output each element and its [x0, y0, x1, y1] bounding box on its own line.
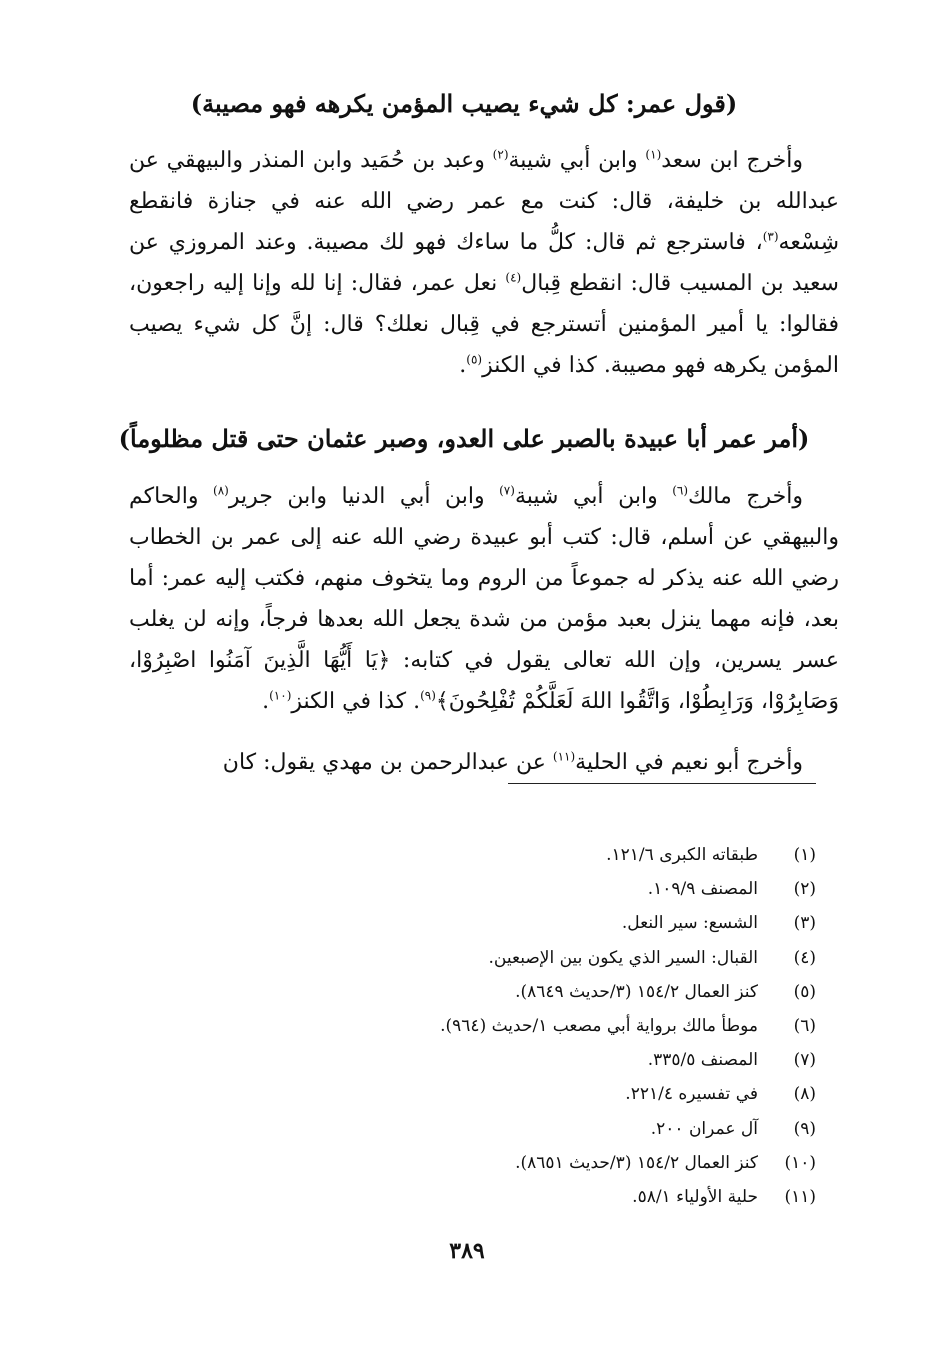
- footnote-divider: [508, 783, 816, 784]
- paragraph-text: وعبد بن حُمَيد وابن المنذر والبيهقي عن عبدالله بن خليفة، قال: كنت مع عمر رضي الله عنه في جنازة فانقطع شِسْعه: [129, 148, 839, 255]
- footnote-number: (٨): [793, 1084, 816, 1105]
- footnote-number: (١١): [784, 1187, 816, 1208]
- section-heading-1: (قول عمر: كل شيء يصيب المؤمن يكرهه فهو مصيبة): [190, 89, 738, 118]
- footnote-text: القبال: السير الذي يكون بين الإصبعين.: [488, 947, 758, 968]
- paragraph-text: .: [262, 689, 270, 714]
- paragraph-2: [129, 476, 839, 722]
- footnotes-list: [336, 838, 816, 1214]
- footnote-number: (٤): [793, 947, 816, 968]
- footnote-marker[interactable]: (٨): [213, 483, 229, 498]
- footnote-item: [336, 1043, 816, 1077]
- paragraph-text: نعل عمر، فقال: إنا لله وإنا إليه راجعون، فقالوا: يا أمير المؤمنين أتسترجع في قِبال نعلك؟ قال: إنَّ كل شيء يصيب المؤمن يكرهه فهو مصيبة. كذا في الكنز: [129, 271, 839, 378]
- paragraph-text: ، فاسترجع ثم قال: كلُّ ما ساءك فهو لك مصيبة. وعند المروزي عن سعيد بن المسيب قال: انقطع قِبال: [129, 230, 839, 296]
- footnote-item: [336, 906, 816, 940]
- footnote-item: [336, 1180, 816, 1214]
- footnote-number: (٣): [793, 913, 816, 934]
- footnote-marker[interactable]: (٣): [762, 229, 779, 244]
- footnote-number: (٩): [793, 1118, 816, 1139]
- paragraph-text: وابن أبي شيبة: [514, 484, 673, 509]
- footnote-item: [336, 1009, 816, 1043]
- footnote-marker[interactable]: (٧): [499, 483, 515, 498]
- footnote-marker[interactable]: (٩): [420, 688, 436, 703]
- paragraph-text: .: [459, 353, 467, 378]
- footnote-marker[interactable]: (٢): [492, 147, 509, 162]
- footnote-text: كنز العمال ١٥٤/٢ (٣/حديث ٨٦٥١).: [515, 1152, 758, 1173]
- footnote-marker[interactable]: (٥): [466, 352, 483, 367]
- footnote-number: (٦): [793, 1016, 816, 1037]
- footnote-number: (٢): [793, 879, 816, 900]
- footnote-item: [336, 941, 816, 975]
- paragraph-text: . كذا في الكنز: [291, 689, 421, 714]
- footnote-item: [336, 1112, 816, 1146]
- footnote-text: الشسع: سير النعل.: [621, 913, 758, 934]
- section-heading-2: (أمر عمر أبا عبيدة بالصبر على العدو، وصبر عثمان حتى قتل مظلوماً): [118, 424, 810, 453]
- footnote-text: طبقاته الكبرى ١٢١/٦.: [606, 845, 758, 865]
- footnote-number: (٧): [793, 1050, 816, 1071]
- footnote-number: (١): [793, 845, 816, 865]
- footnote-marker[interactable]: (١٠): [269, 688, 292, 703]
- footnote-text: حلية الأولياء ٥٨/١.: [632, 1187, 758, 1208]
- paragraph-text: وأخرج أبو نعيم في الحلية: [575, 750, 803, 775]
- footnote-text: في تفسيره ٢٢١/٤.: [625, 1084, 758, 1105]
- footnote-item: [336, 1146, 816, 1180]
- footnote-number: (٥): [793, 981, 816, 1002]
- footnote-marker[interactable]: (٦): [672, 483, 689, 498]
- footnote-text: آل عمران ٢٠٠.: [650, 1118, 758, 1139]
- paragraph-text: وابن أبي الدنيا وابن جرير: [228, 484, 500, 509]
- paragraph-text: عن عبدالرحمن بن مهدي يقول: كان: [222, 750, 553, 775]
- paragraph-1: [129, 140, 839, 386]
- footnote-number: (١٠): [784, 1152, 816, 1173]
- footnote-text: المصنف ١٠٩/٩.: [647, 879, 758, 900]
- page-number: ٣٨٩: [449, 1238, 485, 1264]
- paragraph-text: وابن أبي شيبة: [508, 148, 646, 173]
- paragraph-text: وأخرج ابن سعد: [661, 148, 803, 173]
- paragraph-3: [129, 742, 839, 783]
- footnote-marker[interactable]: (١): [645, 147, 662, 162]
- paragraph-text: والحاكم والبيهقي عن أسلم، قال: كتب أبو عبيدة رضي الله عنه إلى عمر بن الخطاب رضي الله عنه يذكر له جموعاً من الروم وما يتخوف منهم، فكتب إليه عمر: أما بعد، فإنه مهما ينزل بعبد مؤمن من شدة يجعل الله بعدها فرجاً، وإنه لن يغلب عسر يسرين، وإن الله تعالى يقول في كتابه: ﴿يَا أَيُّهَا الَّذِينَ آمَنُوا اصْبِرُوْا، وَصَابِرُوْا، وَرَابِطُوْا، وَاتَّقُوا اللهَ لَعَلَّكُمْ تُفْلِحُونَ﴾: [129, 484, 839, 714]
- footnote-item: [336, 975, 816, 1009]
- paragraph-text: وأخرج مالك: [688, 484, 803, 509]
- footnote-marker[interactable]: (٤): [505, 270, 522, 285]
- footnote-item: [336, 838, 816, 872]
- footnote-text: المصنف ٣٣٥/٥.: [647, 1050, 758, 1071]
- footnote-text: كنز العمال ١٥٤/٢ (٣/حديث ٨٦٤٩).: [515, 981, 758, 1002]
- footnote-item: [336, 872, 816, 906]
- footnote-marker[interactable]: (١١): [552, 749, 576, 764]
- footnote-item: [336, 1077, 816, 1111]
- footnote-text: موطأ مالك برواية أبي مصعب ١/حديث (٩٦٤).: [440, 1016, 758, 1037]
